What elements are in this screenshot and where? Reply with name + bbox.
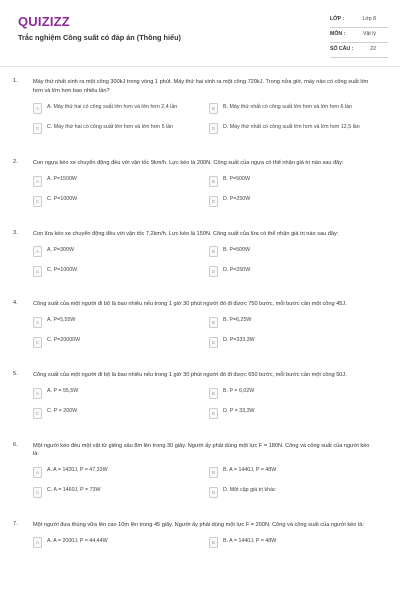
question-item <box>0 300 400 357</box>
option-text: D. P=250W <box>223 266 251 273</box>
answer-option[interactable] <box>209 176 379 189</box>
answer-option[interactable] <box>209 103 379 116</box>
question-number: 7. <box>13 520 18 527</box>
option-text: B. P=500W <box>223 176 250 183</box>
answer-option[interactable] <box>209 537 379 550</box>
answer-option[interactable] <box>33 103 197 116</box>
question-text: Công suất của một người đi bộ là bao nhiêu nếu trong 1 giờ 30 phút người đó đi được 750 bước, mỗi bước cần một công 45J. <box>33 301 347 308</box>
option-letter-box: C <box>33 337 42 348</box>
answer-option[interactable] <box>209 467 379 480</box>
option-letter-box: B <box>209 537 218 548</box>
option-text: C. P=1000W <box>47 196 78 203</box>
answer-option[interactable] <box>209 388 379 401</box>
meta-value: Lớp 8 <box>362 16 376 22</box>
option-letter-box: D <box>209 337 218 348</box>
answer-option[interactable] <box>209 487 379 500</box>
answer-options <box>33 537 372 557</box>
option-text: A. P=300W <box>47 246 74 253</box>
option-text: A. P=1500W <box>47 176 77 183</box>
question-number: 4. <box>13 300 18 307</box>
question-number: 5. <box>13 370 18 377</box>
option-letter-box: A <box>33 388 42 399</box>
option-letter-box: C <box>33 487 42 498</box>
option-letter-box: D <box>209 266 218 277</box>
option-text: B. A = 1440J, P = 48W <box>223 467 277 474</box>
option-text: C. Máy thứ hai có công suất lớn hơn và lớn hơn 5 lần <box>47 123 174 130</box>
option-letter-box: C <box>33 408 42 419</box>
question-text: Con lừa kéo xe chuyển động đều với vận tốc 7,2km/h. Lực kéo là 150N. Công suất của lừa có thể nhận giá trị nào sau đây: <box>33 230 339 237</box>
option-text: B. P=500W <box>223 246 250 253</box>
answer-options <box>33 176 372 216</box>
answer-option[interactable] <box>33 246 197 259</box>
answer-option[interactable] <box>33 337 197 350</box>
option-text: D. P = 33,3W <box>223 408 255 415</box>
question-text: Một người kéo đều một vật từ giếng sâu 8m lên trong 30 giây. Người ấy phải dùng một lực F = 180N. Công và công suất của người kéo là: <box>33 442 370 458</box>
answer-option[interactable] <box>209 317 379 330</box>
meta-row-grade <box>330 15 388 28</box>
option-text: B. P=6,25W <box>223 317 252 324</box>
option-text: C. A = 1460J, P = 73W <box>47 487 101 494</box>
option-text: D. Một cặp giá trị khác <box>223 487 276 494</box>
meta-label: MÔN : <box>330 31 346 37</box>
answer-option[interactable] <box>33 467 197 480</box>
answer-options <box>33 467 372 507</box>
question-item <box>0 521 400 558</box>
option-letter-box: B <box>209 317 218 328</box>
option-text: C. P = 200W <box>47 408 78 415</box>
answer-option[interactable] <box>209 246 379 259</box>
question-item <box>0 442 400 507</box>
option-text: D. P=250W <box>223 196 251 203</box>
question-number: 3. <box>13 229 18 236</box>
question-text: Con ngựa kéo xe chuyển động đều với vận tốc 9km/h. Lực kéo là 200N. Công suất của ngựa có thể nhận giá trị nào sau đây: <box>33 160 344 167</box>
option-text: A. A = 1420J, P = 47,33W <box>47 467 108 474</box>
option-letter-box: A <box>33 537 42 548</box>
option-letter-box: C <box>33 266 42 277</box>
option-text: A. A = 2000J, P = 44,44W <box>47 537 108 544</box>
question-number: 2. <box>13 159 18 166</box>
meta-row-question-count <box>330 45 388 58</box>
option-letter-box: A <box>33 103 42 114</box>
option-text: B. P = 6,02W <box>223 388 255 395</box>
answer-option[interactable] <box>33 196 197 209</box>
meta-value: 22 <box>370 46 376 52</box>
answer-option[interactable] <box>33 176 197 189</box>
option-text: C. P=20000W <box>47 337 81 344</box>
header-divider <box>0 66 400 67</box>
answer-options <box>33 246 372 286</box>
option-text: D. Máy thứ nhất có công suất lớn hơn và lớn hơn 12,5 lần <box>223 123 360 130</box>
page-title: Trắc nghiệm Công suất có đáp án (Thông hiểu) <box>18 33 181 42</box>
option-letter-box: D <box>209 408 218 419</box>
option-letter-box: B <box>209 176 218 187</box>
page-header <box>0 0 400 62</box>
option-letter-box: C <box>33 196 42 207</box>
option-text: A. P=5,55W <box>47 317 76 324</box>
option-letter-box: D <box>209 123 218 134</box>
option-text: B. A = 1440J, P = 48W <box>223 537 277 544</box>
option-letter-box: A <box>33 176 42 187</box>
option-letter-box: D <box>209 487 218 498</box>
question-item <box>0 371 400 428</box>
option-letter-box: A <box>33 467 42 478</box>
answer-option[interactable] <box>209 123 379 136</box>
meta-row-subject <box>330 30 388 43</box>
answer-option[interactable] <box>209 196 379 209</box>
answer-option[interactable] <box>33 266 197 279</box>
meta-info <box>330 15 388 60</box>
meta-label: SỐ CÂU : <box>330 46 354 52</box>
option-letter-box: C <box>33 123 42 134</box>
answer-option[interactable] <box>33 487 197 500</box>
option-text: A. P = 55,5W <box>47 388 79 395</box>
question-item <box>0 159 400 216</box>
option-letter-box: B <box>209 103 218 114</box>
option-text: D. P=333,3W <box>223 337 255 344</box>
answer-option[interactable] <box>33 388 197 401</box>
option-letter-box: A <box>33 246 42 257</box>
option-letter-box: B <box>209 246 218 257</box>
question-number: 6. <box>13 441 18 448</box>
question-number: 1. <box>13 78 18 84</box>
answer-option[interactable] <box>209 337 379 350</box>
option-letter-box: A <box>33 317 42 328</box>
question-item <box>0 78 400 143</box>
option-letter-box: D <box>209 196 218 207</box>
option-letter-box: B <box>209 467 218 478</box>
answer-option[interactable] <box>33 123 197 136</box>
answer-options <box>33 317 372 357</box>
option-text: C. P=1000W <box>47 266 78 273</box>
question-list <box>0 78 400 571</box>
question-item <box>0 230 400 287</box>
answer-option[interactable] <box>209 266 379 279</box>
question-text: Máy thứ nhất sinh ra một công 300kJ trong vòng 1 phút. Máy thứ hai sinh ra một công 720kJ. Trong nửa giờ, máy nào có công suất lớn hơn và lớn hơn bao nhiêu lần? <box>33 79 369 94</box>
answer-option[interactable] <box>33 408 197 421</box>
answer-options <box>33 103 372 143</box>
option-letter-box: B <box>209 388 218 399</box>
option-text: A. Máy thứ hai có công suất lớn hơn và lớn hơn 2,4 lần <box>47 103 178 110</box>
meta-label: LỚP : <box>330 16 345 22</box>
answer-option[interactable] <box>33 537 197 550</box>
answer-option[interactable] <box>33 317 197 330</box>
option-text: B. Máy thứ nhất có công suất lớn hơn và lớn hơn 6 lần <box>223 103 353 110</box>
quizizz-logo: QUIZIZZ <box>18 14 70 29</box>
answer-options <box>33 388 372 428</box>
answer-option[interactable] <box>209 408 379 421</box>
meta-value: Vật lý <box>363 31 376 37</box>
question-text: Công suất của một người đi bộ là bao nhiêu nếu trong 1 giờ 30 phút người đó đi được 650 bước, mỗi bước cần một công 50J. <box>33 371 347 378</box>
question-text: Một người đưa thùng vữa lên cao 10m lên trong 45 giây. Người ấy phải dùng một lực F = 200N. Công và công suất của người kéo là: <box>33 521 364 528</box>
